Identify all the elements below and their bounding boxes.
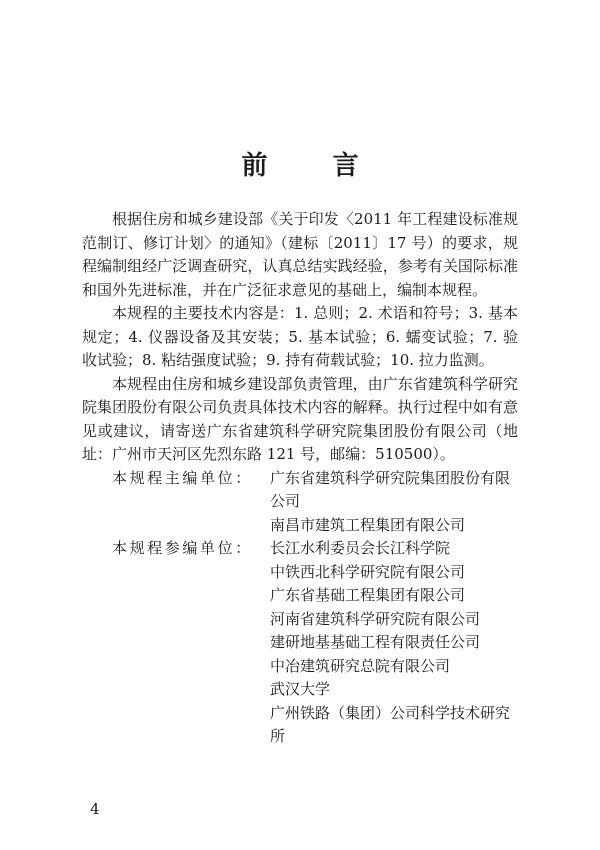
chief-editor-unit: 广东省建筑科学研究院集团股份有限公司 xyxy=(270,468,511,510)
co-editor-unit: 建研地基基础工程有限责任公司 xyxy=(270,633,481,651)
preface-paragraph-2: 本规程的主要技术内容是：1. 总则；2. 术语和符号；3. 基本规定；4. 仪器设备及其安装；5. 基本试验；6. 蠕变试验；7. 验收试验；8. 粘结强度试验；9. 持有荷载试验；10. 拉力监测。 xyxy=(82,304,518,369)
co-editor-unit: 长江水利委员会长江科学院 xyxy=(270,539,451,557)
co-editor-unit: 武汉大学 xyxy=(270,680,331,698)
co-editor-unit: 广东省基础工程集团有限公司 xyxy=(270,586,466,604)
preface-body xyxy=(82,208,518,749)
chief-editor-units xyxy=(82,467,518,538)
co-editor-list xyxy=(270,537,518,749)
co-editor-unit: 广州铁路（集团）公司科学技术研究所 xyxy=(270,703,511,745)
chief-editor-list xyxy=(270,467,518,538)
page-number: 4 xyxy=(90,800,100,818)
page-title: 前 言 xyxy=(241,151,387,181)
chief-editor-unit: 南昌市建筑工程集团有限公司 xyxy=(270,515,466,534)
preface-paragraph-1: 根据住房和城乡建设部《关于印发〈2011 年工程建设标准规范制订、修订计划〉的通知》（建标〔2011〕17 号）的要求，规程编制组经广泛调查研究，认真总结实践经验，参考有关国际标准和国外先进标准，并在广泛征求意见的基础上，编制本规程。 xyxy=(82,210,518,299)
chief-editor-label: 本规程主编单位： xyxy=(112,468,253,487)
co-editor-unit: 中铁西北科学研究院有限公司 xyxy=(270,562,466,581)
co-editor-unit: 中冶建筑研究总院有限公司 xyxy=(270,656,451,675)
co-editor-unit: 河南省建筑科学研究院有限公司 xyxy=(270,609,481,628)
co-editor-label: 本规程参编单位： xyxy=(112,539,253,557)
co-editor-units xyxy=(82,537,518,749)
preface-paragraph-3: 本规程由住房和城乡建设部负责管理，由广东省建筑科学研究院集团股份有限公司负责具体技术内容的解释。执行过程中如有意见或建议，请寄送广东省建筑科学研究院集团股份有限公司（地址：广州市天河区先烈东路 121 号，邮编：510500）。 xyxy=(82,374,518,463)
